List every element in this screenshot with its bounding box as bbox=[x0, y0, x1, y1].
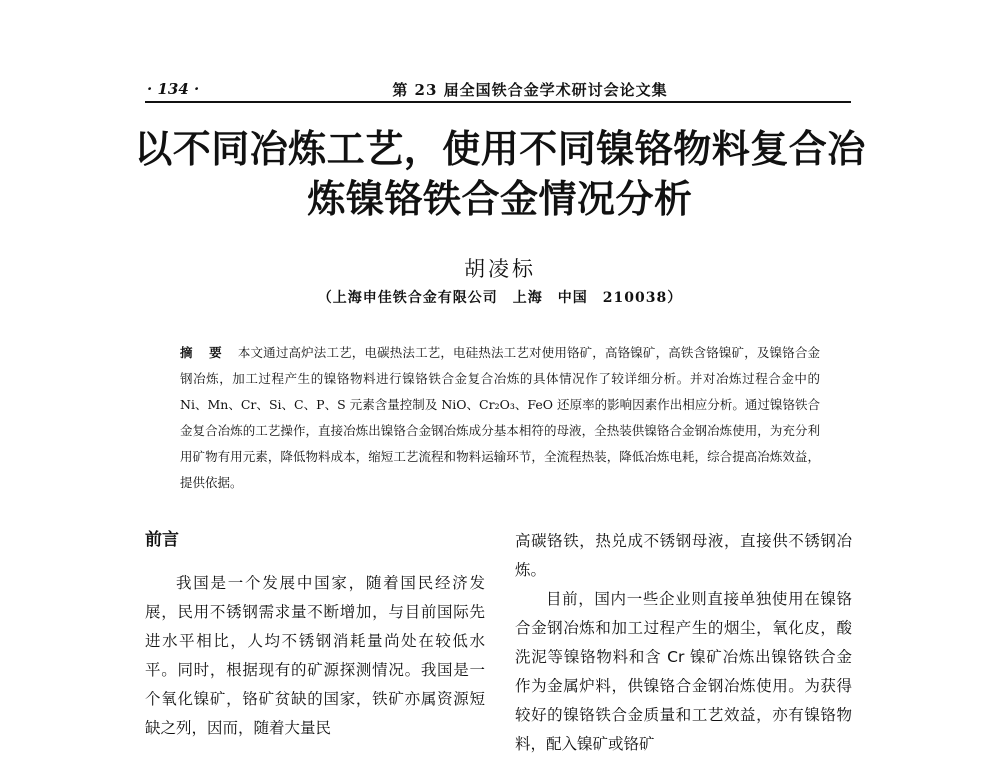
left-column bbox=[145, 527, 485, 743]
section-heading-preface: 前言 bbox=[145, 530, 179, 550]
author: 胡凌标 bbox=[464, 257, 536, 281]
title-line-2: 炼镍铬铁合金情况分析 bbox=[307, 177, 693, 221]
title-line-1: 以不同冶炼工艺，使用不同镍铬物料复合冶 bbox=[134, 127, 866, 171]
header-rule bbox=[145, 101, 851, 103]
abstract-label: 摘 要 bbox=[180, 345, 228, 360]
abstract bbox=[180, 340, 820, 496]
running-title: 第 23 届全国铁合金学术研讨会论文集 bbox=[392, 81, 668, 99]
paragraph: 目前，国内一些企业则直接单独使用在镍铬合金钢冶炼和加工过程产生的烟尘，氧化皮，酸洗泥等镍铬物料和含 Cr 镍矿冶炼出镍铬铁合金作为金属炉料，供镍铬合金钢冶炼使用。为获得较好的镍铬铁合金质量和工艺效益，亦有镍铬物料，配入镍矿或铬矿 bbox=[515, 590, 852, 753]
right-column bbox=[515, 527, 852, 759]
paragraph: 我国是一个发展中国家，随着国民经济发展，民用不锈钢需求量不断增加，与目前国际先进水平相比，人均不锈钢消耗量尚处在较低水平。同时，根据现有的矿源探测情况。我国是一个氧化镍矿，铬矿贫缺的国家，铁矿亦属资源短缺之列，因而，随着大量民 bbox=[145, 574, 485, 737]
abstract-text: 本文通过高炉法工艺，电碳热法工艺，电硅热法工艺对使用铬矿，高铬镍矿，高铁含铬镍矿，及镍铬合金钢冶炼，加工过程产生的镍铬物料进行镍铬铁合金复合冶炼的具体情况作了较详细分析。并对冶炼过程合金中的 Ni、Mn、Cr、Si、C、P、S 元素含量控制及 NiO、Cr₂O₃、FeO 还原率的影响因素作出相应分析。通过镍铬铁合金复合冶炼的工艺操作，直接冶炼出镍铬合金钢冶炼成分基本相符的母液，全热装供镍铬合金钢冶炼使用，为充分利用矿物有用元素，降低物料成本，缩短工艺流程和物料运输环节，全流程热装，降低冶炼电耗，综合提高冶炼效益，提供依据。 bbox=[180, 345, 820, 490]
article-title bbox=[100, 124, 900, 224]
paragraph-continuation: 高碳铬铁，热兑成不锈钢母液，直接供不锈钢冶炼。 bbox=[515, 532, 852, 579]
page-number: · 134 · bbox=[147, 80, 200, 98]
affiliation: （上海申佳铁合金有限公司 上海 中国 210038） bbox=[317, 290, 683, 306]
